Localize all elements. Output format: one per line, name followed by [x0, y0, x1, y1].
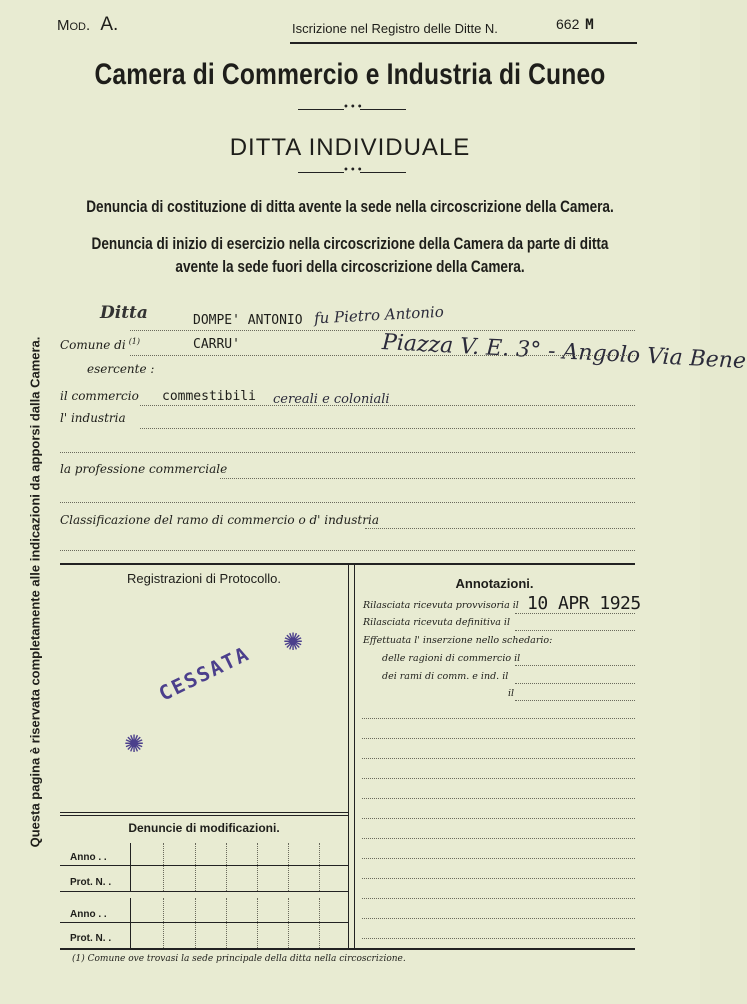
- protocollo-heading: Registrazioni di Protocollo.: [127, 571, 281, 586]
- registry-label: Iscrizione nel Registro delle Ditte N.: [292, 21, 498, 36]
- row-label-anno-2: Anno . .: [70, 909, 107, 920]
- notice-2-line-2: avente la sede fuori della circoscrizione della Camera.: [175, 257, 525, 276]
- classificazione-label: Classificazione del ramo di commercio o d' industria: [60, 513, 379, 527]
- stamp-star-icon: ✺: [283, 628, 304, 656]
- date-stamp: 10 APR 1925: [527, 593, 641, 614]
- box-bottom-rule: [60, 948, 635, 950]
- comune-value: CARRU': [193, 337, 240, 352]
- notice-2-line-1: Denuncia di inizio di esercizio nella circoscrizione della Camera da parte di ditta: [91, 234, 609, 253]
- commercio-value: commestibili: [162, 389, 256, 404]
- footnote: (1) Comune ove trovasi la sede principale della ditta nella circoscrizione.: [72, 954, 406, 964]
- row-label-anno: Anno . .: [70, 852, 107, 863]
- industria-label: l' industria: [60, 411, 126, 425]
- commercio-handwritten: cereali e coloniali: [273, 392, 390, 407]
- page-title: Camera di Commercio e Industria di Cuneo: [94, 58, 606, 91]
- mod-label: Mod. A.: [57, 14, 119, 35]
- header-rule: [290, 42, 637, 44]
- side-note: Questa pagina è riservata completamente alle indicazioni da apporsi dalla Camera.: [27, 336, 43, 848]
- comune-label: Comune di $^{(1)}$: [60, 337, 141, 352]
- annot-line-2-label: Rilasciata ricevuta definitiva il: [363, 617, 510, 628]
- ornament-dots-2: •••: [343, 165, 364, 176]
- esercente-label: esercente :: [87, 362, 155, 376]
- commercio-label: il commercio: [60, 389, 139, 403]
- registry-number: 662 M: [556, 16, 594, 33]
- cessata-stamp: CESSATA: [154, 641, 254, 706]
- annot-line-3-label: Effettuata l' inserzione nello schedario:: [363, 635, 553, 646]
- annot-line-5-label: dei rami di comm. e ind. il: [382, 671, 509, 682]
- row-label-prot-2: Prot. N. .: [70, 933, 112, 944]
- annot-line-1-label: Rilasciata ricevuta provvisoria il: [363, 600, 519, 611]
- stamp-star-icon: ✺: [124, 730, 145, 758]
- modificazioni-heading: Denuncie di modificazioni.: [128, 821, 280, 835]
- box-divider: [348, 563, 349, 948]
- page-subtitle: DITTA INDIVIDUALE: [229, 134, 471, 161]
- row-label-prot: Prot. N. .: [70, 877, 112, 888]
- ditta-handwritten: fu Pietro Antonio: [313, 302, 445, 328]
- ornament-dots: •••: [343, 102, 364, 113]
- professione-label: la professione commerciale: [60, 462, 228, 476]
- address-handwritten: Piazza V. E. 3° - Angolo Via Bene: [381, 330, 747, 375]
- ditta-value: DOMPE' ANTONIO: [193, 313, 303, 328]
- ditta-label: Ditta: [100, 303, 148, 323]
- annot-line-4-label: delle ragioni di commercio il: [382, 653, 521, 664]
- annotazioni-heading: Annotazioni.: [455, 576, 534, 591]
- notice-1: Denuncia di costituzione di ditta avente la sede nella circoscrizione della Camera.: [86, 197, 614, 216]
- annot-line-6-label: il: [508, 688, 515, 699]
